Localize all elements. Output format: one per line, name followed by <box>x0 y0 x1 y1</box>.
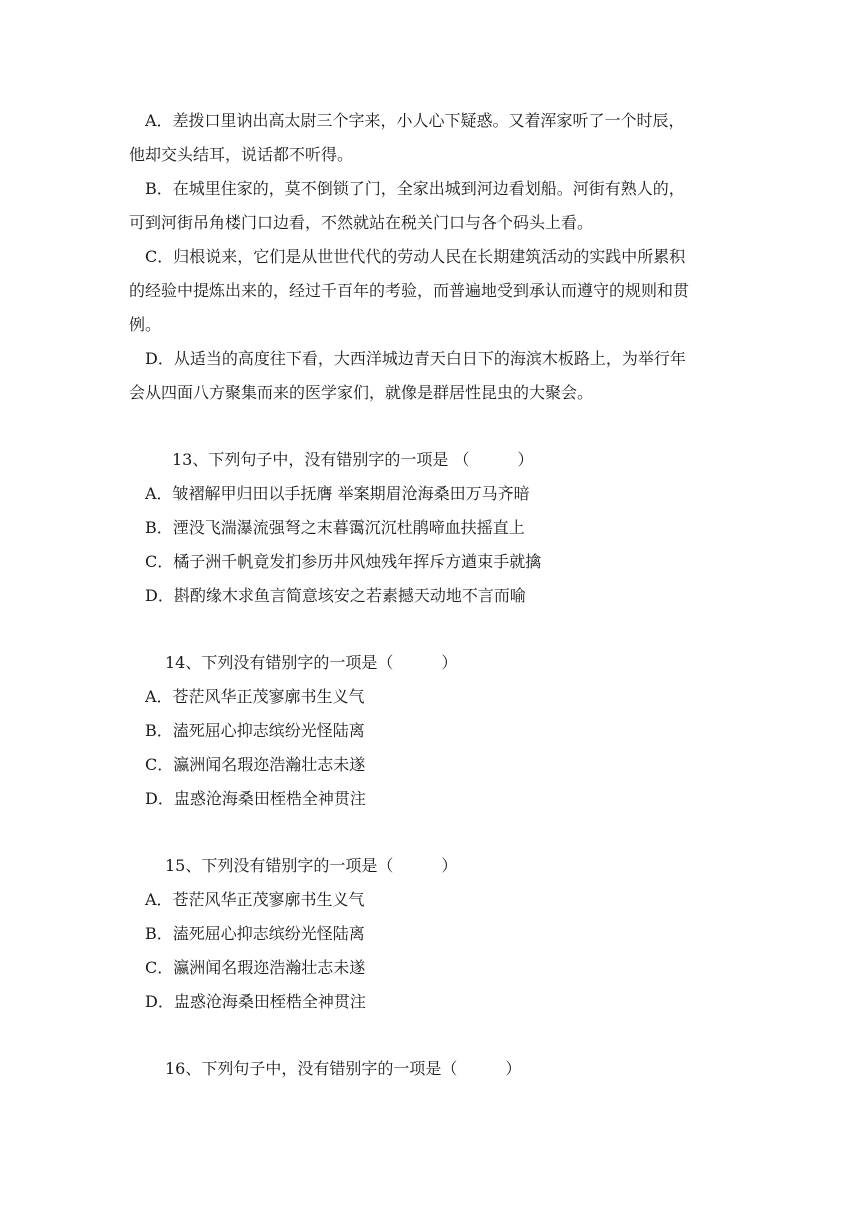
question-14-stem: 14、下列没有错别字的一项是（ ） <box>165 653 458 672</box>
question-14-option-c: C．瀛洲闻名瑕迩浩瀚壮志未遂 <box>145 755 366 774</box>
question-13-option-c: C．橘子洲千帆竟发扪参历井风烛残年挥斥方遒束手就擒 <box>145 552 542 571</box>
question-13-option-d: D．斟酌缘木求鱼言简意垓安之若素撼天动地不言而喻 <box>145 586 526 605</box>
option-b-line-2: 可到河街吊角楼门口边看，不然就站在税关门口与各个码头上看。 <box>129 213 594 232</box>
question-15-option-d: D．盅惑沧海桑田桎梏全神贯注 <box>145 992 366 1011</box>
question-14-option-d: D．盅惑沧海桑田桎梏全神贯注 <box>145 789 366 808</box>
question-13-option-b: B．湮没飞湍瀑流强弩之末暮霭沉沉杜鹃啼血扶摇直上 <box>145 518 525 537</box>
option-c-line-3: 例。 <box>129 315 162 334</box>
question-16-stem: 16、下列句子中，没有错别字的一项是（ ） <box>165 1059 522 1078</box>
option-d-line-1: D．从适当的高度往下看，大西洋城边青天白日下的海滨木板路上，为举行年 <box>145 349 686 368</box>
question-15-option-a: A．苍茫风华正茂寥廓书生义气 <box>145 890 365 909</box>
option-a-line-1: A．差拨口里讷出高太尉三个字来，小人心下疑惑。又着浑家听了一个时辰， <box>145 111 685 130</box>
option-d-line-2: 会从四面八方聚集而来的医学家们，就像是群居性昆虫的大聚会。 <box>129 383 594 402</box>
question-13-option-a: A．皱褶解甲归田以手抚膺 举案期眉沧海桑田万马齐暗 <box>145 484 530 503</box>
question-14-option-a: A．苍茫风华正茂寥廓书生义气 <box>145 687 365 706</box>
option-c-line-2: 的经验中提炼出来的，经过千百年的考验，而普遍地受到承认而遵守的规则和贯 <box>129 281 690 300</box>
question-15-option-b: B．溘死屈心抑志缤纷光怪陆离 <box>145 924 365 943</box>
question-15-stem: 15、下列没有错别字的一项是（ ） <box>165 856 458 875</box>
option-a-line-2: 他却交头结耳，说话都不听得。 <box>129 145 354 164</box>
option-b-line-1: B．在城里住家的，莫不倒锁了门，全家出城到河边看划船。河街有熟人的， <box>145 179 685 198</box>
option-c-line-1: C．归根说来，它们是从世世代代的劳动人民在长期建筑活动的实践中所累积 <box>145 247 686 266</box>
question-14-option-b: B．溘死屈心抑志缤纷光怪陆离 <box>145 721 365 740</box>
question-15-option-c: C．瀛洲闻名瑕迩浩瀚壮志未遂 <box>145 958 366 977</box>
question-13-stem: 13、下列句子中，没有错别字的一项是 （ ） <box>172 450 534 469</box>
